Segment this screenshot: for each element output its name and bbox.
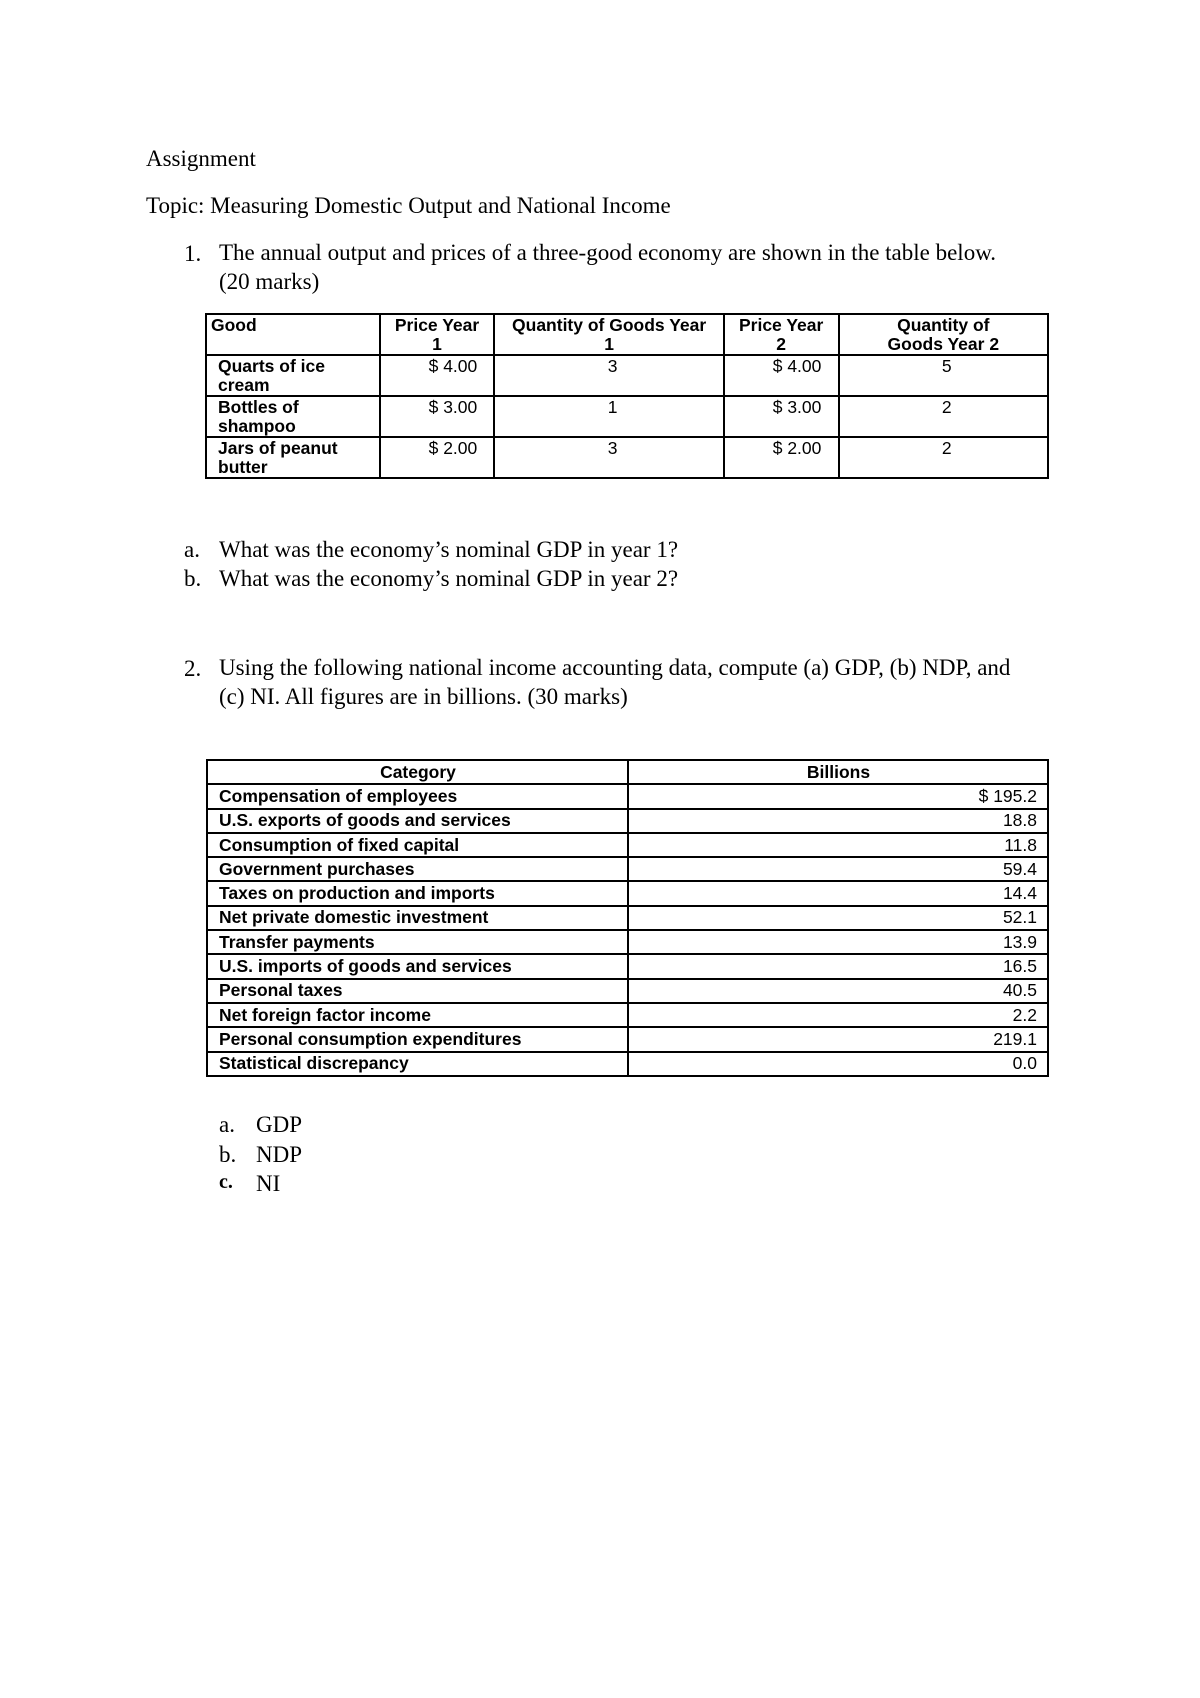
question-2-text (219, 653, 1010, 711)
document-title: Assignment (146, 146, 256, 171)
q2-sub-c-letter: c. (219, 1171, 233, 1193)
category-cell: Government purchases (207, 857, 628, 881)
goods-header-price-year-2: Price Year 2 (724, 314, 839, 355)
question-2-text-line1: Using the following national income accounting data, compute (a) GDP, (b) NDP, and (219, 655, 1011, 680)
category-cell: Taxes on production and imports (207, 881, 628, 905)
q1-sub-b-letter: b. (184, 566, 202, 591)
question-2-number: 2. (184, 656, 202, 681)
price-year-1-cell: $ 2.00 (380, 437, 495, 478)
category-cell: U.S. imports of goods and services (207, 954, 628, 978)
category-cell: Net private domestic investment (207, 906, 628, 930)
accounts-header-category: Category (207, 760, 628, 784)
price-year-2-cell: $ 3.00 (724, 396, 839, 437)
good-name-cell: Quarts of ice cream (206, 355, 380, 396)
table-row (207, 784, 1048, 808)
accounts-table (206, 759, 1049, 1077)
topic-line: Topic: Measuring Domestic Output and National Income (146, 193, 671, 218)
goods-header-price-year-1: Price Year 1 (380, 314, 495, 355)
table-row (207, 1052, 1048, 1076)
billions-cell: 2.2 (628, 1003, 1048, 1027)
question-1-text-line2: (20 marks) (219, 269, 320, 294)
price-year-2-cell: $ 4.00 (724, 355, 839, 396)
goods-header-quantity-year-1: Quantity of Goods Year 1 (494, 314, 723, 355)
category-cell: Personal taxes (207, 979, 628, 1003)
question-1-text-line1: The annual output and prices of a three-good economy are shown in the table below. (219, 240, 997, 265)
quantity-year-2-cell: 5 (839, 355, 1048, 396)
table-row (207, 833, 1048, 857)
table-row (207, 1003, 1048, 1027)
quantity-year-1-cell: 3 (494, 355, 723, 396)
category-cell: Personal consumption expenditures (207, 1027, 628, 1051)
quantity-year-2-cell: 2 (839, 396, 1048, 437)
category-cell: Compensation of employees (207, 784, 628, 808)
goods-table-header-row (206, 314, 1048, 355)
billions-cell: 40.5 (628, 979, 1048, 1003)
q2-sub-a-letter: a. (219, 1112, 235, 1137)
question-1-number: 1. (184, 241, 202, 266)
category-cell: U.S. exports of goods and services (207, 809, 628, 833)
table-row (207, 1027, 1048, 1051)
category-cell: Statistical discrepancy (207, 1052, 628, 1076)
q2-sub-b-text: NDP (256, 1142, 303, 1167)
billions-cell: 52.1 (628, 906, 1048, 930)
q1-sub-a-text: What was the economy’s nominal GDP in year 1? (219, 537, 679, 562)
q2-sub-c-text: NI (256, 1171, 281, 1196)
price-year-2-cell: $ 2.00 (724, 437, 839, 478)
quantity-year-1-cell: 1 (494, 396, 723, 437)
accounts-header-billions: Billions (628, 760, 1048, 784)
category-cell: Consumption of fixed capital (207, 833, 628, 857)
billions-cell: 0.0 (628, 1052, 1048, 1076)
billions-cell: 14.4 (628, 881, 1048, 905)
billions-cell: 219.1 (628, 1027, 1048, 1051)
accounts-table-header-row (207, 760, 1048, 784)
question-2-text-line2: (c) NI. All figures are in billions. (30 marks) (219, 684, 628, 709)
table-row (207, 881, 1048, 905)
table-row (206, 396, 1048, 437)
billions-cell: $ 195.2 (628, 784, 1048, 808)
good-name-cell: Bottles of shampoo (206, 396, 380, 437)
question-1-text (219, 238, 996, 296)
quantity-year-2-cell: 2 (839, 437, 1048, 478)
table-row (207, 979, 1048, 1003)
price-year-1-cell: $ 3.00 (380, 396, 495, 437)
good-name-cell: Jars of peanut butter (206, 437, 380, 478)
billions-cell: 11.8 (628, 833, 1048, 857)
billions-cell: 18.8 (628, 809, 1048, 833)
goods-header-quantity-year-2: Quantity of Goods Year 2 (839, 314, 1048, 355)
table-row (206, 437, 1048, 478)
table-row (206, 355, 1048, 396)
billions-cell: 59.4 (628, 857, 1048, 881)
billions-cell: 13.9 (628, 930, 1048, 954)
q1-sub-a-letter: a. (184, 537, 200, 562)
q2-sub-a-text: GDP (256, 1112, 303, 1137)
table-row (207, 930, 1048, 954)
price-year-1-cell: $ 4.00 (380, 355, 495, 396)
table-row (207, 954, 1048, 978)
table-row (207, 809, 1048, 833)
q2-sub-b-letter: b. (219, 1142, 237, 1167)
table-row (207, 857, 1048, 881)
billions-cell: 16.5 (628, 954, 1048, 978)
category-cell: Net foreign factor income (207, 1003, 628, 1027)
goods-header-good: Good (206, 314, 380, 355)
category-cell: Transfer payments (207, 930, 628, 954)
quantity-year-1-cell: 3 (494, 437, 723, 478)
q1-sub-b-text: What was the economy’s nominal GDP in year 2? (219, 566, 679, 591)
goods-table (205, 313, 1049, 479)
table-row (207, 906, 1048, 930)
